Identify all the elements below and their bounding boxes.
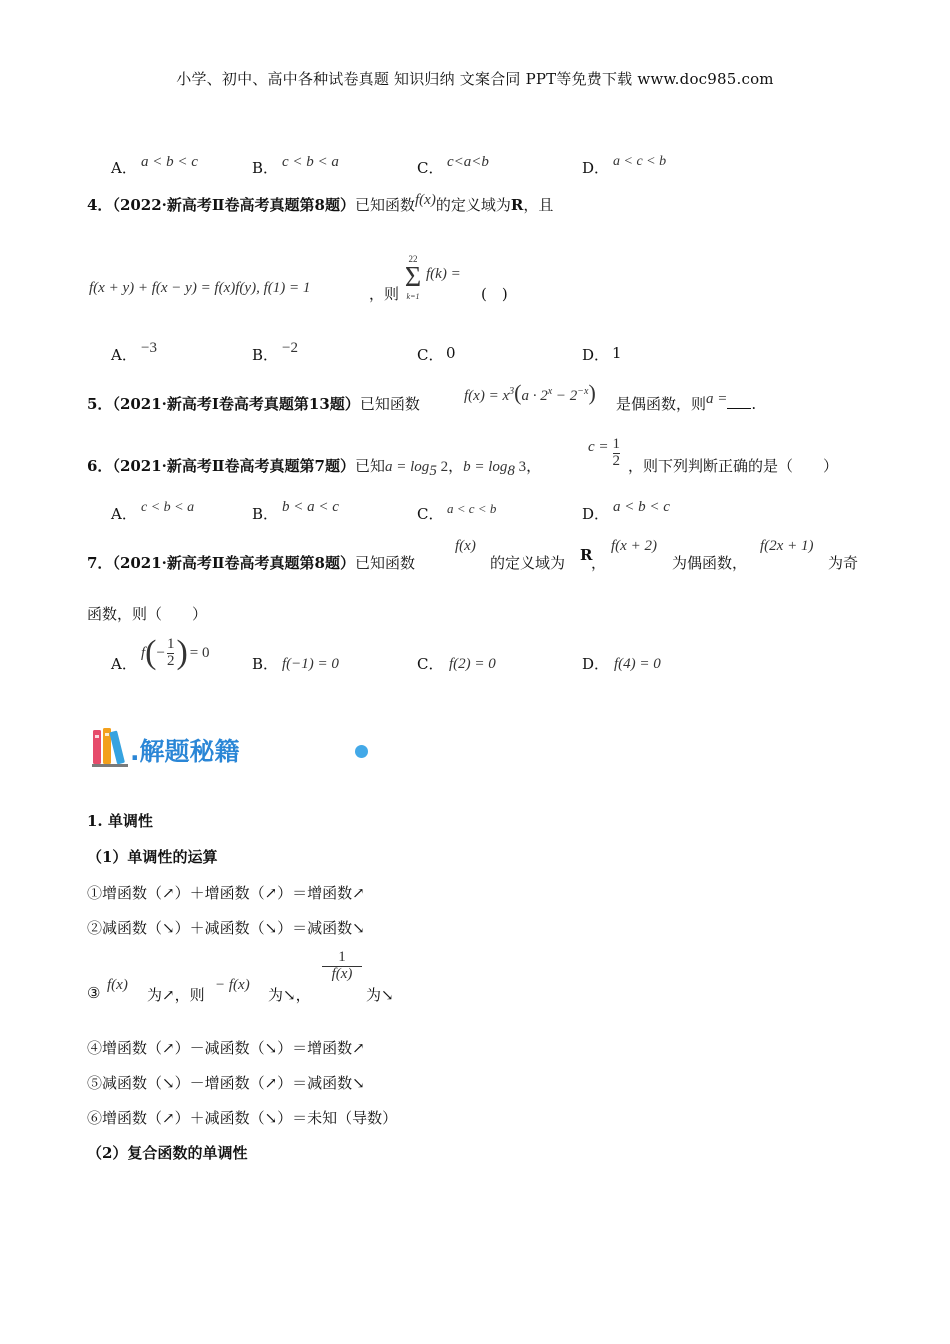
q4-sum-body: f(k) =	[426, 266, 461, 282]
rule-4: ④增函数（↗）－减函数（↘）＝增函数↗	[87, 1039, 365, 1057]
q7-line2: 函数，则（ ）	[87, 605, 208, 623]
q5-answer-blank	[727, 396, 751, 409]
q7-option-a-num: 1	[166, 635, 175, 652]
q6-option-c-expr: a < c < b	[447, 501, 497, 516]
q6-option-d-label: D．	[582, 505, 610, 523]
q4-option-d-expr: 1	[612, 344, 622, 362]
q3-option-c-expr: c<a<b	[447, 154, 489, 170]
section1-sub1: （1）单调性的运算	[87, 848, 218, 866]
q6-c-fraction	[613, 437, 621, 470]
section1-sub2: （2）复合函数的单调性	[87, 1144, 248, 1162]
q6-b-arg: 3	[514, 459, 527, 475]
q4-text-pre: 已知函数	[355, 196, 416, 214]
rule-3-num: 1	[338, 949, 346, 965]
q6-b-def: b = log	[463, 459, 508, 475]
rule-3-t1: 为↗，则	[147, 986, 205, 1004]
q6-option-a-expr: c < b < a	[141, 500, 195, 515]
q7-option-b-label: B．	[252, 655, 279, 673]
q3-option-b-label: B．	[252, 159, 279, 177]
rule-5: ⑤减函数（↘）－增函数（↗）＝减函数↘	[87, 1074, 365, 1092]
q3-option-a-label: A．	[111, 159, 137, 177]
q3-option-d-expr: a < c < b	[613, 154, 667, 169]
q6-source: （2021·新高考Ⅱ卷高考真题第7题）	[112, 457, 355, 475]
q3-option-b-expr: c < b < a	[282, 154, 339, 170]
rule-3-neg: − f(x)	[215, 977, 250, 993]
q7-option-d-expr: f(4) = 0	[614, 656, 661, 672]
q7-option-a-f: f	[141, 644, 146, 661]
q5-tail	[616, 393, 756, 414]
q4-option-b-expr: −2	[282, 340, 298, 356]
q4-source: （2022·新高考Ⅱ卷高考真题第8题）	[112, 196, 355, 214]
rule-3-fraction	[322, 950, 362, 983]
q6-a-arg: 2	[436, 459, 449, 475]
q6-comma-2: ，	[526, 457, 542, 475]
q4-option-a-label: A．	[111, 346, 137, 364]
q5-number: 5．	[87, 395, 113, 413]
q4-sum-lower: k=1	[406, 292, 420, 301]
rule-3-t3: 为↘	[366, 986, 394, 1004]
q5-exp3: 3	[509, 386, 515, 397]
q5-source: （2021·新高考Ⅰ卷高考真题第13题）	[112, 395, 360, 413]
q4-option-a-expr: −3	[141, 340, 157, 356]
q7-option-c-expr: f(2) = 0	[449, 656, 496, 672]
q5-a-eq: a =	[706, 391, 728, 407]
q7-f-2x1: f(2x + 1)	[760, 538, 814, 554]
q4-paren: ( )	[481, 285, 508, 303]
q7-comma: ，	[591, 554, 607, 572]
rule-6: ⑥增函数（↗）＋减函数（↘）＝未知（导数）	[87, 1109, 398, 1127]
rule-1: ①增函数（↗）＋增函数（↗）＝增函数↗	[87, 884, 365, 902]
q5-exp-negx: −x	[577, 386, 589, 397]
section1-heading: 1. 单调性	[87, 812, 153, 830]
q5-paren-close: )	[588, 380, 596, 405]
q6-text-pre: 已知	[355, 457, 386, 475]
question-4	[87, 194, 553, 215]
q7-option-c-label: C．	[417, 655, 444, 673]
q4-option-c-expr: 0	[446, 344, 456, 362]
q7-option-a-den: 2	[166, 652, 175, 669]
q6-c-num: 1	[612, 436, 621, 452]
q4-then: ，则	[369, 285, 400, 303]
q4-text-mid: 的定义域为	[435, 196, 511, 214]
rule-3-mark: ③	[87, 984, 101, 1002]
q3-option-c-label: C．	[417, 159, 444, 177]
page-header: 小学、初中、高中各种试卷真题 知识归纳 文案合同 PPT等免费下载 www.doc985.com	[176, 70, 774, 88]
q6-option-a-label: A．	[111, 505, 137, 523]
q4-domain-r: R	[510, 196, 524, 214]
q5-text-mid: 是偶函数，则	[616, 395, 707, 413]
q3-option-a-expr: a < b < c	[141, 154, 198, 170]
rule-3-den: f(x)	[331, 965, 353, 982]
q4-sum	[402, 254, 424, 301]
rule-3-t2: 为↘，	[268, 986, 311, 1004]
q6-b-base: 8	[507, 463, 515, 479]
q7-odd-text: 为奇	[828, 554, 859, 572]
q7-option-a-minus: −	[156, 644, 165, 661]
q7-option-d-label: D．	[582, 655, 610, 673]
q5-end: .	[751, 395, 757, 413]
q4-equation: f(x + y) + f(x − y) = f(x)f(y), f(1) = 1	[89, 280, 311, 296]
q6-a-def: a = log	[385, 459, 430, 475]
question-7	[87, 552, 415, 573]
q7-text-pre: 已知函数	[355, 554, 416, 572]
q7-text-domain: 的定义域为	[490, 554, 566, 572]
q6-c-den: 2	[612, 452, 621, 469]
q6-option-b-expr: b < a < c	[282, 499, 339, 515]
q4-sum-upper: 22	[408, 254, 418, 264]
q6-option-b-label: B．	[252, 505, 279, 523]
section-banner	[92, 723, 282, 769]
q3-option-d-label: D．	[582, 159, 610, 177]
q4-text-end: ，且	[523, 196, 554, 214]
q4-sigma: Σ	[404, 262, 422, 293]
q5-paren-open: (	[514, 380, 522, 405]
q7-number: 7．	[87, 554, 113, 572]
q6-c-def	[588, 437, 620, 470]
banner-dot	[355, 745, 368, 758]
q5-minus2: − 2	[552, 388, 578, 404]
question-5	[87, 393, 420, 414]
books-icon	[92, 727, 134, 767]
q7-source: （2021·新高考Ⅱ卷高考真题第8题）	[112, 554, 355, 572]
q7-domain-r: R	[580, 546, 593, 564]
q7-func: f(x)	[455, 538, 476, 554]
q4-func: f(x)	[415, 192, 436, 208]
q5-text-pre: 已知函数	[359, 395, 420, 413]
q4-option-c-label: C．	[417, 346, 444, 364]
banner-title: .解题秘籍	[130, 737, 240, 766]
q5-inner-a: a · 2	[521, 388, 548, 404]
rule-3-f: f(x)	[107, 977, 128, 993]
q5-fx: f(x) = x	[464, 388, 510, 404]
question-6	[87, 455, 541, 480]
q6-comma-1: ，	[448, 457, 464, 475]
q6-text-end: ，则下列判断正确的是（ ）	[628, 457, 839, 475]
q4-option-d-label: D．	[582, 346, 610, 364]
q6-option-c-label: C．	[417, 505, 444, 523]
q6-option-d-expr: a < b < c	[613, 499, 670, 515]
q6-c-eq: c =	[588, 438, 609, 455]
q5-exp-x: x	[547, 386, 553, 397]
q7-option-b-expr: f(−1) = 0	[282, 656, 339, 672]
q7-f-x2: f(x + 2)	[611, 538, 657, 554]
q5-function	[464, 380, 596, 406]
q6-a-base: 5	[429, 463, 437, 479]
q7-even-text: 为偶函数，	[672, 554, 748, 572]
q6-number: 6．	[87, 457, 113, 475]
q7-option-a-fraction	[167, 637, 175, 670]
q7-option-a-expr: f ( − $\frac{1}{2}$ ) = 0	[141, 634, 210, 671]
q7-option-a-eq: = 0	[189, 644, 210, 661]
q4-option-b-label: B．	[252, 346, 279, 364]
rule-2: ②减函数（↘）＋减函数（↘）＝减函数↘	[87, 919, 365, 937]
q4-number: 4．	[87, 196, 113, 214]
q7-option-a-label: A．	[111, 655, 137, 673]
